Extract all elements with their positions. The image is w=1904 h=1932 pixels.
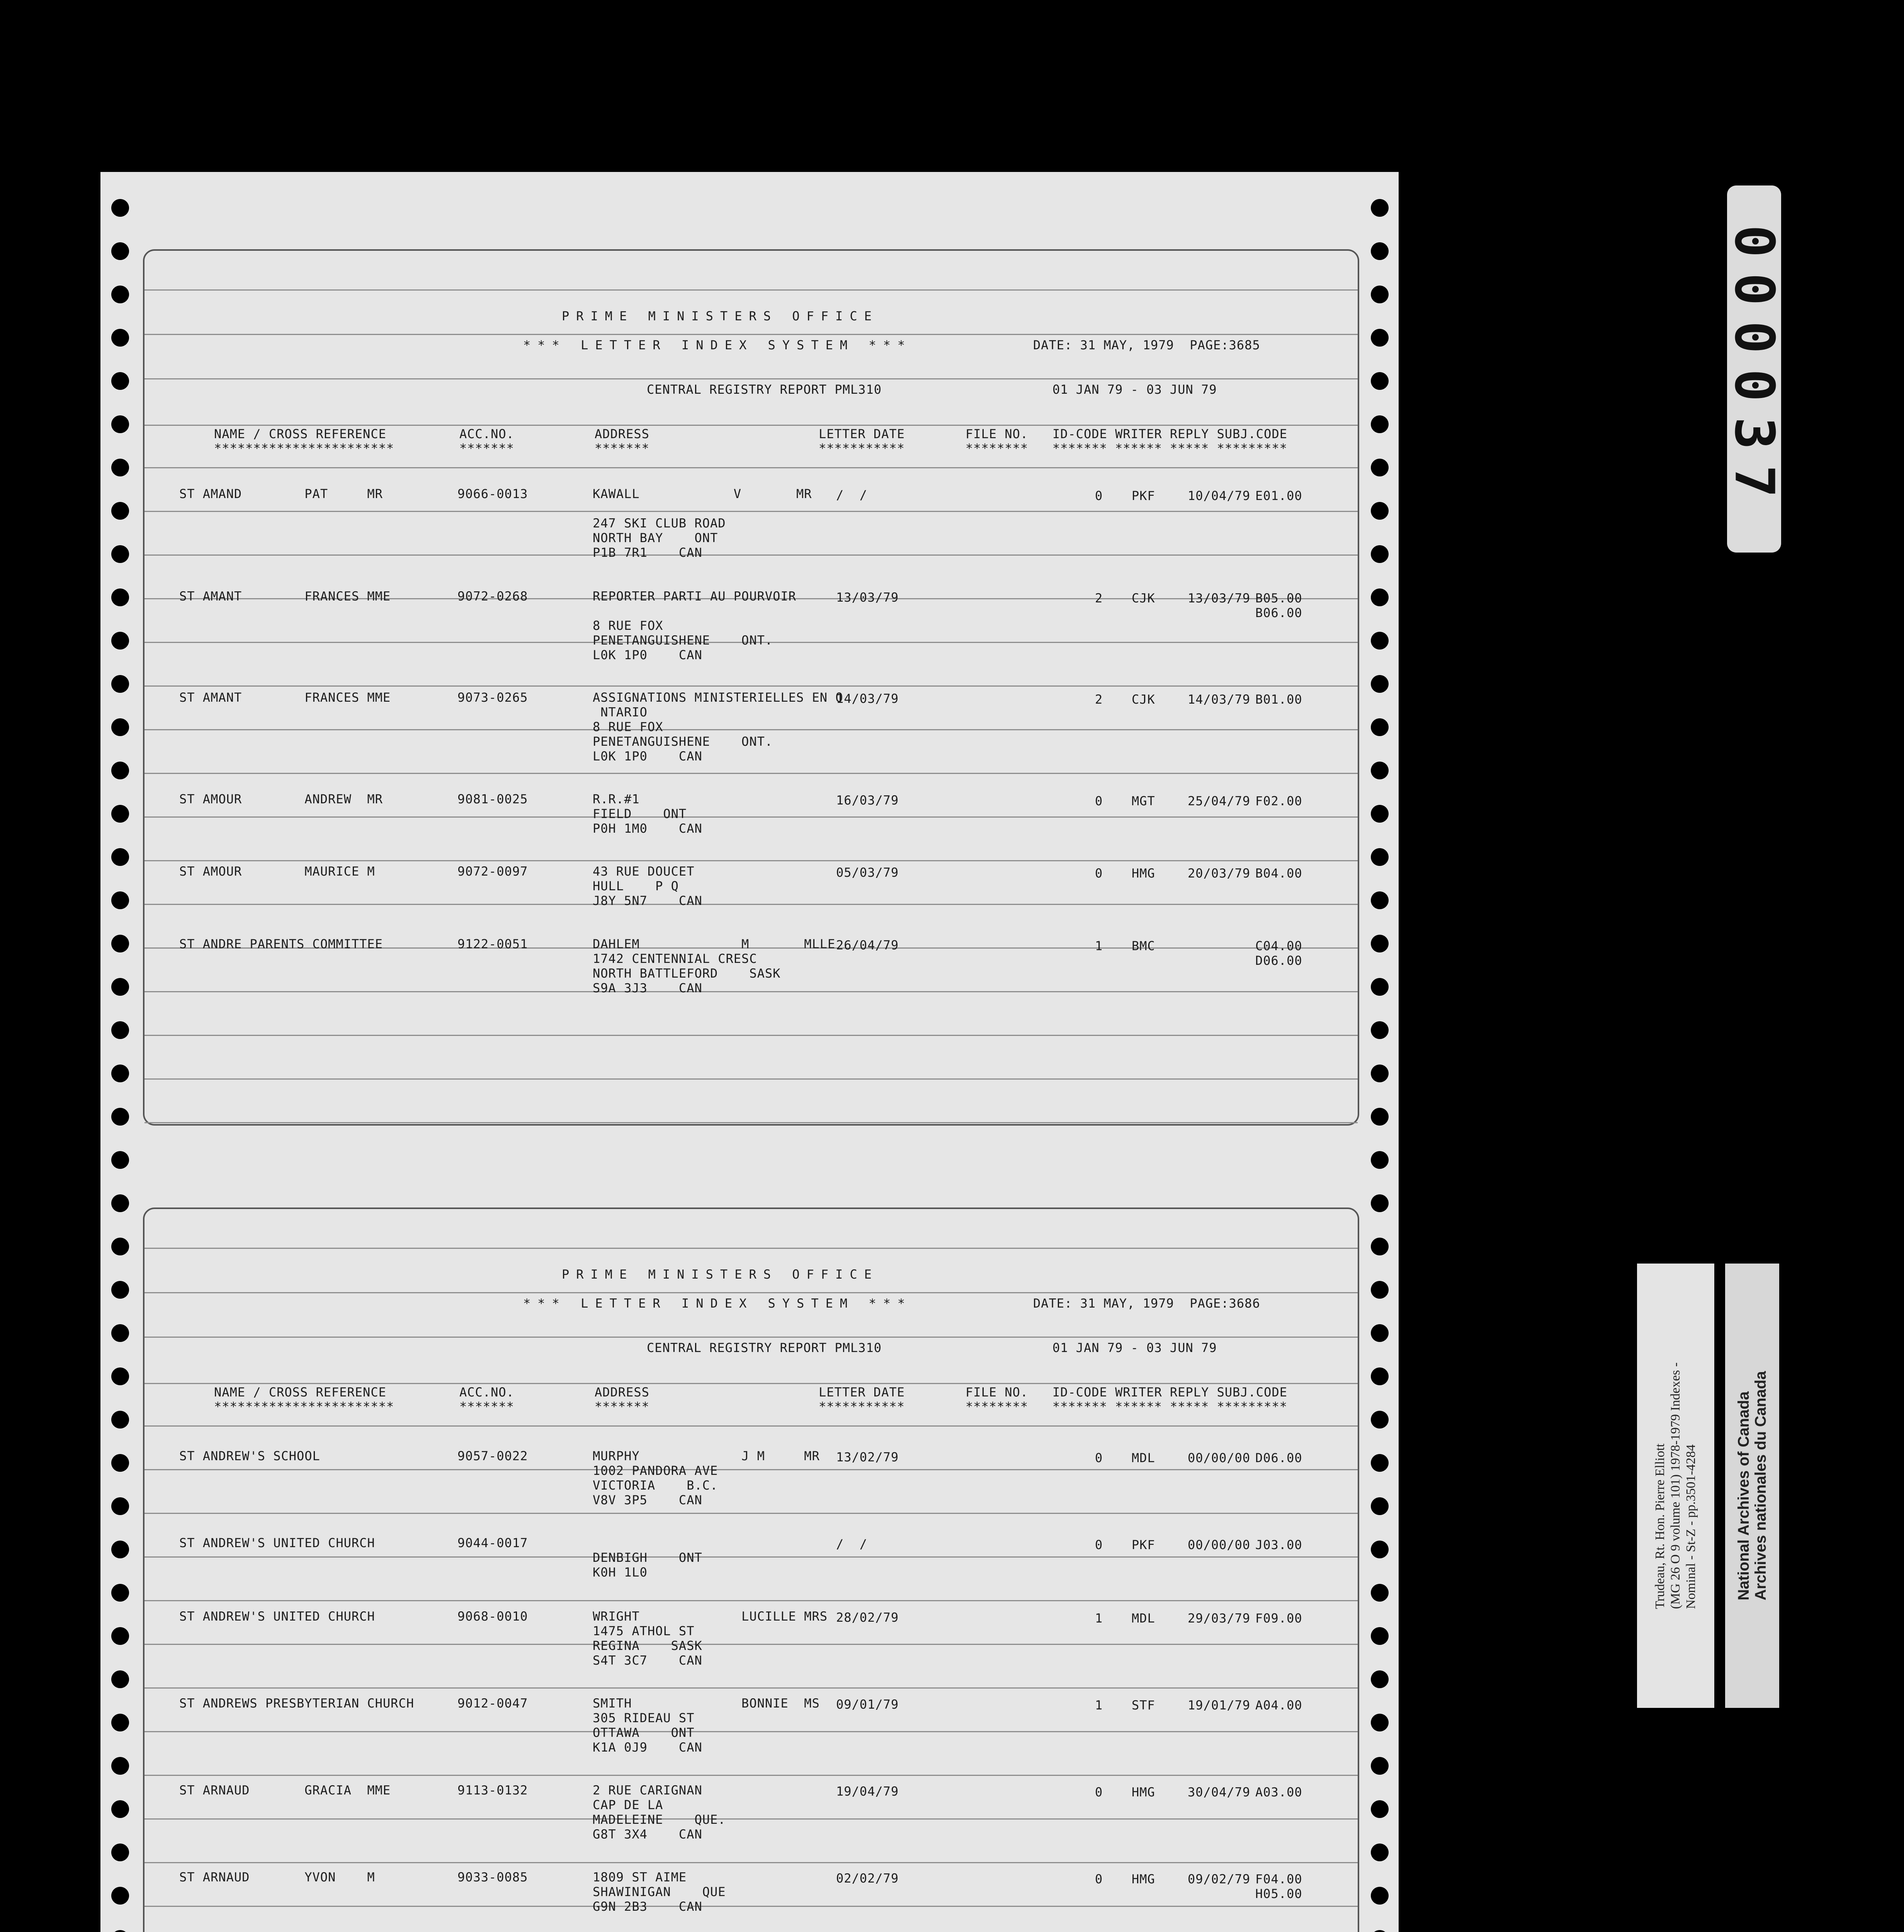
entry-address-line: PENETANGUISHENE ONT. [593, 633, 773, 648]
tractor-hole [1371, 545, 1389, 563]
tractor-hole [1371, 1930, 1389, 1932]
entry-address-line: 1475 ATHOL ST [593, 1624, 695, 1638]
entry-address-line: 8 RUE FOX [593, 719, 663, 734]
entry-address-line: G8T 3X4 CAN [593, 1827, 702, 1842]
entry-address-line: L0K 1P0 CAN [593, 648, 702, 662]
column-underline-file: ******** [966, 1399, 1028, 1414]
entry-subj-code: B05.00 [1255, 591, 1302, 605]
tractor-hole [1371, 1324, 1389, 1342]
tractor-hole [1371, 415, 1389, 433]
tractor-hole [1371, 1238, 1389, 1255]
tractor-hole [1371, 1627, 1389, 1645]
entry-subj-code: C04.00 [1255, 939, 1302, 953]
page-rule [144, 1248, 1358, 1249]
tractor-hole [1371, 1281, 1389, 1299]
stripe-rule [144, 1731, 1358, 1732]
entry-letter-date: 09/01/79 [836, 1697, 899, 1712]
entry-address-line: P0H 1M0 CAN [593, 821, 702, 836]
entry-address-line: PENETANGUISHENE ONT. [593, 734, 773, 749]
entry-name: ST ANDREW'S UNITED CHURCH [179, 1609, 375, 1624]
entry-subj-code: A04.00 [1255, 1698, 1302, 1713]
tractor-hole [111, 1627, 129, 1645]
entry-address-line: 1809 ST AIME [593, 1870, 687, 1884]
tractor-hole [1371, 718, 1389, 736]
entry-subj-code: J03.00 [1255, 1537, 1302, 1552]
tractor-hole [111, 415, 129, 433]
tractor-hole [111, 1281, 129, 1299]
entry-writer: CJK [1132, 591, 1155, 605]
stripe-rule [144, 1469, 1358, 1470]
entry-writer: HMG [1132, 1872, 1155, 1886]
entry-id-code: 1 [1095, 1611, 1103, 1626]
tractor-hole [1371, 1411, 1389, 1429]
entry-writer: MDL [1132, 1451, 1155, 1465]
report-name: CENTRAL REGISTRY REPORT PML310 [647, 382, 882, 397]
page-rule [144, 1337, 1358, 1338]
entry-address-line: OTTAWA ONT [593, 1725, 695, 1740]
entry-acc-no: 9122-0051 [457, 937, 528, 951]
page-rule [144, 1383, 1358, 1384]
tractor-hole [1371, 372, 1389, 390]
tractor-hole [111, 199, 129, 217]
column-header-rest: ID-CODE WRITER REPLY SUBJ.CODE [1052, 427, 1287, 441]
entry-address-line: FIELD ONT [593, 806, 687, 821]
entry-acc-no: 9044-0017 [457, 1536, 528, 1550]
tractor-hole [1371, 632, 1389, 650]
column-header-name: NAME / CROSS REFERENCE [214, 427, 386, 441]
tractor-hole [1371, 1108, 1389, 1126]
entry-address-line: DENBIGH ONT [593, 1550, 702, 1565]
film-frame-number: 000037 [1722, 225, 1786, 513]
stripe-rule [144, 1906, 1358, 1907]
tractor-hole [111, 848, 129, 866]
column-header-rest: ID-CODE WRITER REPLY SUBJ.CODE [1052, 1385, 1287, 1400]
tractor-hole [1371, 199, 1389, 217]
stripe-rule [144, 1600, 1358, 1601]
archive-tag-institution [1725, 1264, 1779, 1708]
entry-id-code: 0 [1095, 866, 1103, 881]
entry-subj-code: B01.00 [1255, 692, 1302, 707]
left-tractor-holes [100, 172, 139, 1932]
tractor-hole [111, 329, 129, 347]
entry-reply: 20/03/79 [1188, 866, 1251, 881]
tractor-hole [111, 1324, 129, 1342]
entry-address-line: REPORTER PARTI AU POURVOIR [593, 589, 796, 604]
tractor-hole [111, 242, 129, 260]
entry-acc-no: 9068-0010 [457, 1609, 528, 1624]
stripe-rule [144, 904, 1358, 905]
entry-reply: 00/00/00 [1188, 1451, 1251, 1465]
stripe-rule [144, 1035, 1358, 1036]
entry-writer: MGT [1132, 794, 1155, 808]
entry-address-line: K1A 0J9 CAN [593, 1740, 702, 1755]
office-title: PRIME MINISTERS OFFICE [562, 1267, 879, 1282]
tractor-hole [1371, 805, 1389, 823]
page-rule [144, 334, 1358, 335]
entry-id-code: 0 [1095, 488, 1103, 503]
stripe-rule [144, 860, 1358, 861]
entry-address-line: KAWALL V MR [593, 486, 812, 501]
entry-subj-code: E01.00 [1255, 488, 1302, 503]
entry-name: ST AMAND PAT MR [179, 486, 383, 501]
tractor-hole [1371, 502, 1389, 520]
entry-address-line: VICTORIA B.C. [593, 1478, 718, 1493]
tractor-hole [1371, 1454, 1389, 1472]
column-header-letter-date: LETTER DATE [819, 1385, 905, 1400]
entry-address-line: HULL P Q [593, 879, 679, 893]
column-header-acc: ACC.NO. [459, 1385, 514, 1400]
stripe-rule [144, 554, 1358, 556]
column-header-file: FILE NO. [966, 427, 1028, 441]
page-rule [144, 1292, 1358, 1293]
stripe-rule [144, 816, 1358, 818]
entry-address-line: G9N 2B3 CAN [593, 1899, 702, 1914]
tractor-hole [1371, 1887, 1389, 1905]
printout-sheet [100, 172, 1399, 1932]
stripe-rule [144, 773, 1358, 774]
tractor-hole [111, 372, 129, 390]
tractor-hole [111, 1194, 129, 1212]
tractor-hole [111, 718, 129, 736]
entry-id-code: 0 [1095, 1785, 1103, 1799]
tractor-hole [111, 1497, 129, 1515]
entry-acc-no: 9066-0013 [457, 486, 528, 501]
column-underline-letter-date: *********** [819, 1399, 905, 1414]
stripe-rule [144, 1862, 1358, 1863]
tractor-hole [111, 1670, 129, 1688]
entry-writer: HMG [1132, 866, 1155, 881]
tractor-hole [111, 1800, 129, 1818]
entry-letter-date: 13/02/79 [836, 1450, 899, 1464]
tractor-hole [1371, 1367, 1389, 1385]
tractor-hole [111, 286, 129, 303]
entry-address-line: S9A 3J3 CAN [593, 981, 702, 995]
tractor-hole [111, 805, 129, 823]
entry-address-line: J8Y 5N7 CAN [593, 893, 702, 908]
column-underline-acc: ******* [459, 1399, 514, 1414]
entry-letter-date: 13/03/79 [836, 590, 899, 605]
entry-reply: 30/04/79 [1188, 1785, 1251, 1799]
tractor-hole [111, 935, 129, 952]
column-underline-address: ******* [595, 1399, 649, 1414]
column-underline-file: ******** [966, 441, 1028, 456]
entry-writer: PKF [1132, 488, 1155, 503]
entry-subj-code: A03.00 [1255, 1785, 1302, 1799]
entry-name: ST ARNAUD YVON M [179, 1870, 375, 1884]
entry-writer: MDL [1132, 1611, 1155, 1626]
entry-address-line: MADELEINE QUE. [593, 1812, 726, 1827]
stripe-rule [144, 1556, 1358, 1558]
entry-address-line: NORTH BATTLEFORD SASK [593, 966, 781, 981]
entry-letter-date: 16/03/79 [836, 793, 899, 808]
entry-name: ST ARNAUD GRACIA MME [179, 1783, 391, 1798]
stripe-rule [144, 1644, 1358, 1645]
tractor-hole [1371, 1151, 1389, 1169]
entry-name: ST AMOUR ANDREW MR [179, 792, 383, 806]
entry-address-line: SMITH BONNIE MS [593, 1696, 820, 1711]
date-range: 01 JAN 79 - 03 JUN 79 [1052, 382, 1217, 397]
stripe-rule [144, 1687, 1358, 1689]
stripe-rule [144, 685, 1358, 687]
entry-acc-no: 9057-0022 [457, 1449, 528, 1463]
entry-letter-date: 28/02/79 [836, 1610, 899, 1625]
tractor-hole [1371, 1800, 1389, 1818]
film-frame-label [1722, 185, 1786, 553]
tractor-hole [1371, 1670, 1389, 1688]
column-header-address: ADDRESS [595, 427, 649, 441]
entry-address-line: 2 RUE CARIGNAN [593, 1783, 702, 1798]
tractor-hole [111, 632, 129, 650]
entry-id-code: 0 [1095, 1537, 1103, 1552]
entry-writer: STF [1132, 1698, 1155, 1713]
entry-address-line: CAP DE LA [593, 1798, 663, 1812]
entry-address-line: 8 RUE FOX [593, 618, 663, 633]
entry-subj-code: B04.00 [1255, 866, 1302, 881]
tractor-hole [111, 1151, 129, 1169]
stripe-rule [144, 1078, 1358, 1080]
tractor-hole [1371, 1584, 1389, 1602]
entry-reply: 29/03/79 [1188, 1611, 1251, 1626]
tractor-hole [1371, 762, 1389, 779]
tractor-hole [1371, 459, 1389, 476]
stripe-rule [144, 729, 1358, 730]
tractor-hole [111, 588, 129, 606]
column-underline-rest: ******* ****** ***** ********* [1052, 441, 1287, 456]
column-underline-name: *********************** [214, 441, 394, 456]
stripe-rule [144, 1775, 1358, 1776]
entry-writer: BMC [1132, 939, 1155, 953]
entry-letter-date: / / [836, 1537, 868, 1551]
stripe-rule [144, 1122, 1358, 1123]
entry-address-line: SHAWINIGAN QUE [593, 1884, 726, 1899]
column-header-address: ADDRESS [595, 1385, 649, 1400]
entry-address-line: K0H 1L0 [593, 1565, 648, 1580]
stripe-rule [144, 467, 1358, 468]
entry-reply: 10/04/79 [1188, 488, 1251, 503]
stripe-rule [144, 511, 1358, 512]
tractor-hole [111, 891, 129, 909]
tractor-hole [111, 675, 129, 693]
entry-address-line: NORTH BAY ONT [593, 531, 718, 545]
tractor-hole [111, 1065, 129, 1082]
entry-id-code: 1 [1095, 1698, 1103, 1713]
stripe-rule [144, 1425, 1358, 1427]
tractor-hole [1371, 588, 1389, 606]
office-title: PRIME MINISTERS OFFICE [562, 309, 879, 323]
entry-id-code: 2 [1095, 692, 1103, 707]
entry-id-code: 2 [1095, 591, 1103, 605]
entry-id-code: 1 [1095, 939, 1103, 953]
entry-name: ST AMANT FRANCES MME [179, 690, 391, 705]
date-page: DATE: 31 MAY, 1979 PAGE:3686 [1033, 1296, 1260, 1311]
column-underline-letter-date: *********** [819, 441, 905, 456]
entry-address-line: R.R.#1 [593, 792, 640, 806]
tractor-hole [1371, 1714, 1389, 1731]
tractor-hole [111, 1930, 129, 1932]
report-page-1 [143, 249, 1359, 1126]
entry-address-line: 1742 CENTENNIAL CRESC [593, 951, 757, 966]
entry-writer: PKF [1132, 1537, 1155, 1552]
entry-id-code: 0 [1095, 1872, 1103, 1886]
tractor-hole [111, 1584, 129, 1602]
column-underline-name: *********************** [214, 1399, 394, 1414]
page-rule [144, 425, 1358, 426]
column-underline-rest: ******* ****** ***** ********* [1052, 1399, 1287, 1414]
entry-address-line: 43 RUE DOUCET [593, 864, 695, 879]
tractor-hole [111, 502, 129, 520]
entry-address-line: S4T 3C7 CAN [593, 1653, 702, 1668]
date-range: 01 JAN 79 - 03 JUN 79 [1052, 1340, 1217, 1355]
entry-address-line: L0K 1P0 CAN [593, 749, 702, 764]
entry-acc-no: 9081-0025 [457, 792, 528, 806]
entry-letter-date: 26/04/79 [836, 938, 899, 952]
entry-letter-date: / / [836, 488, 868, 502]
entry-name: ST AMANT FRANCES MME [179, 589, 391, 604]
entry-address-line: REGINA SASK [593, 1638, 702, 1653]
entry-writer: HMG [1132, 1785, 1155, 1799]
page-rule [144, 289, 1358, 291]
tractor-hole [1371, 1194, 1389, 1212]
entry-reply: 00/00/00 [1188, 1537, 1251, 1552]
entry-address-line: V8V 3P5 CAN [593, 1493, 702, 1507]
column-header-file: FILE NO. [966, 1385, 1028, 1400]
tractor-hole [111, 459, 129, 476]
column-underline-acc: ******* [459, 441, 514, 456]
entry-subj-code: H05.00 [1255, 1886, 1302, 1901]
entry-address-line: 305 RIDEAU ST [593, 1711, 695, 1725]
entry-letter-date: 02/02/79 [836, 1871, 899, 1886]
tractor-hole [1371, 891, 1389, 909]
entry-reply: 14/03/79 [1188, 692, 1251, 707]
tractor-hole [1371, 675, 1389, 693]
entry-name: ST ANDRE PARENTS COMMITTEE [179, 937, 383, 951]
entry-address-line: 247 SKI CLUB ROAD [593, 516, 726, 531]
entry-address-line: NTARIO [593, 705, 648, 719]
right-tractor-holes [1360, 172, 1399, 1932]
system-title: *** LETTER INDEX SYSTEM *** [523, 338, 912, 352]
tractor-hole [111, 1108, 129, 1126]
report-name: CENTRAL REGISTRY REPORT PML310 [647, 1340, 882, 1355]
entry-reply: 09/02/79 [1188, 1872, 1251, 1886]
entry-address-line: WRIGHT LUCILLE MRS [593, 1609, 828, 1624]
entry-address-line: 1002 PANDORA AVE [593, 1463, 718, 1478]
tractor-hole [111, 1757, 129, 1775]
entry-reply: 13/03/79 [1188, 591, 1251, 605]
tractor-hole [1371, 1021, 1389, 1039]
column-underline-address: ******* [595, 441, 649, 456]
archive-tag-description-text: Trudeau, Rt. Hon. Pierre Elliott (MG 26 O 9 volume 101) 1978-1979 Indexes - Nominal - St-Z - pp.3501-4284 [1653, 1362, 1698, 1609]
report-page-2 [143, 1208, 1359, 1932]
entry-acc-no: 9073-0265 [457, 690, 528, 705]
entry-reply: 25/04/79 [1188, 794, 1251, 808]
tractor-hole [111, 1021, 129, 1039]
entry-acc-no: 9033-0085 [457, 1870, 528, 1884]
tractor-hole [111, 978, 129, 996]
stripe-rule [144, 991, 1358, 992]
entry-name: ST ANDREWS PRESBYTERIAN CHURCH [179, 1696, 414, 1711]
entry-writer: CJK [1132, 692, 1155, 707]
entry-acc-no: 9012-0047 [457, 1696, 528, 1711]
tractor-hole [1371, 329, 1389, 347]
date-page: DATE: 31 MAY, 1979 PAGE:3685 [1033, 338, 1260, 352]
entry-subj-code: F04.00 [1255, 1872, 1302, 1886]
tractor-hole [111, 1887, 129, 1905]
tractor-hole [111, 762, 129, 779]
entry-id-code: 0 [1095, 794, 1103, 808]
tractor-hole [111, 1541, 129, 1558]
tractor-hole [111, 1238, 129, 1255]
tractor-hole [1371, 286, 1389, 303]
archive-tag-institution-text: National Archives of Canada Archives nationales du Canada [1735, 1371, 1769, 1600]
tractor-hole [1371, 848, 1389, 866]
tractor-hole [1371, 935, 1389, 952]
entry-reply: 19/01/79 [1188, 1698, 1251, 1713]
tractor-hole [1371, 978, 1389, 996]
tractor-hole [1371, 1065, 1389, 1082]
entry-name: ST ANDREW'S UNITED CHURCH [179, 1536, 375, 1550]
column-header-name: NAME / CROSS REFERENCE [214, 1385, 386, 1400]
entry-letter-date: 19/04/79 [836, 1784, 899, 1799]
tractor-hole [111, 1714, 129, 1731]
entry-name: ST ANDREW'S SCHOOL [179, 1449, 320, 1463]
stripe-rule [144, 1513, 1358, 1514]
entry-address-line: ASSIGNATIONS MINISTERIELLES EN O [593, 690, 843, 705]
tractor-hole [111, 1411, 129, 1429]
tractor-hole [111, 1367, 129, 1385]
entry-subj-code: F02.00 [1255, 794, 1302, 808]
entry-id-code: 0 [1095, 1451, 1103, 1465]
entry-address-line: P1B 7R1 CAN [593, 545, 702, 560]
tractor-hole [1371, 1844, 1389, 1861]
entry-acc-no: 9072-0268 [457, 589, 528, 604]
entry-subj-code: D06.00 [1255, 1451, 1302, 1465]
tractor-hole [1371, 1541, 1389, 1558]
entry-subj-code: B06.00 [1255, 605, 1302, 620]
column-header-acc: ACC.NO. [459, 427, 514, 441]
system-title: *** LETTER INDEX SYSTEM *** [523, 1296, 912, 1311]
tractor-hole [1371, 1497, 1389, 1515]
tractor-hole [111, 1454, 129, 1472]
entry-subj-code: F09.00 [1255, 1611, 1302, 1626]
tractor-hole [1371, 1757, 1389, 1775]
entry-letter-date: 14/03/79 [836, 691, 899, 706]
archive-tag-description [1637, 1264, 1714, 1708]
entry-letter-date: 05/03/79 [836, 865, 899, 880]
entry-acc-no: 9072-0097 [457, 864, 528, 879]
tractor-hole [1371, 242, 1389, 260]
entry-acc-no: 9113-0132 [457, 1783, 528, 1798]
stripe-rule [144, 1818, 1358, 1820]
entry-subj-code: D06.00 [1255, 953, 1302, 968]
entry-address-line: MURPHY J M MR [593, 1449, 820, 1463]
entry-name: ST AMOUR MAURICE M [179, 864, 375, 879]
tractor-hole [111, 1844, 129, 1861]
tractor-hole [111, 545, 129, 563]
column-header-letter-date: LETTER DATE [819, 427, 905, 441]
page-rule [144, 378, 1358, 379]
entry-address-line: DAHLEM M MLLE [593, 937, 836, 951]
